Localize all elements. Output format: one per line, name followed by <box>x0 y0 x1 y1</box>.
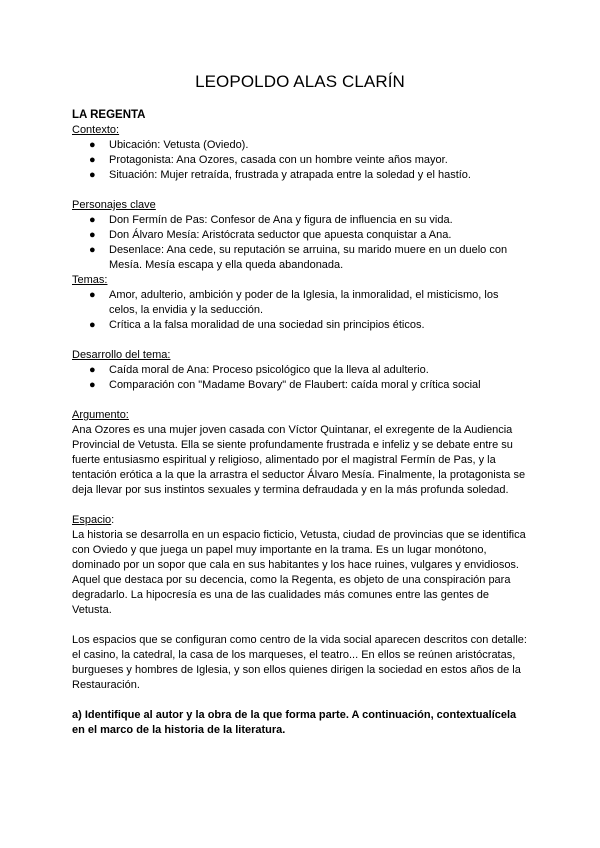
espacio-text-2: Los espacios que se configuran como centro de la vida social aparecen descritos con detalle: el casino, la catedral, la casa de los marqueses, el teatro... En ellos se reúnen aristócratas, burgueses y hombres de Iglesia, y son ellos quienes dirigen la sociedad en estos años de la Restauración. <box>72 634 527 691</box>
list-item: ● Desenlace: Ana cede, su reputación se arruina, su marido muere en un duelo con Mesía. Mesía escapa y ella queda abandonada. <box>89 244 508 271</box>
document-title: LEOPOLDO ALAS CLARÍN <box>195 72 405 91</box>
list-item: ● Crítica a la falsa moralidad de una sociedad sin principios éticos. <box>89 319 425 331</box>
espacio-heading: Espacio <box>72 514 112 526</box>
bullet-icon: ● <box>89 364 96 376</box>
contexto-list <box>72 138 527 183</box>
list-item: ● Caída moral de Ana: Proceso psicológico que la lleva al adulterio. <box>89 364 429 376</box>
list-item: ● Don Álvaro Mesía: Aristócrata seductor que apuesta conquistar a Ana. <box>89 229 452 241</box>
list-item: ● Situación: Mujer retraída, frustrada y atrapada entre la soledad y el hastío. <box>89 169 471 181</box>
argumento-text: Ana Ozores es una mujer joven casada con Víctor Quintanar, el exregente de la Audiencia Provincial de Vetusta. Ella se siente profundamente frustrada e infeliz y se debate entre su fuerte entusiasmo espiritual y religioso, alimentado por el magistral Fermín de Pas, y la tentación erótica a la que la arrastra el seductor Álvaro Mesía. Finalmente, la protagonista se deja llevar por sus instintos sexuales y termina defraudada y en la más profunda soledad. <box>72 424 526 496</box>
temas-list <box>72 288 527 333</box>
bullet-icon: ● <box>89 289 96 301</box>
bullet-icon: ● <box>89 319 96 331</box>
bullet-icon: ● <box>89 214 96 226</box>
bullet-icon: ● <box>89 229 96 241</box>
personajes-list <box>72 213 527 273</box>
bullet-icon: ● <box>89 154 96 166</box>
desarrollo-list <box>72 363 527 393</box>
work-title: LA REGENTA <box>72 109 146 121</box>
bullet-icon: ● <box>89 169 96 181</box>
list-item: ● Don Fermín de Pas: Confesor de Ana y figura de influencia en su vida. <box>89 214 453 226</box>
espacio-heading-line <box>72 513 527 528</box>
list-item: ● Protagonista: Ana Ozores, casada con un hombre veinte años mayor. <box>89 154 448 166</box>
desarrollo-heading: Desarrollo del tema: <box>72 349 171 361</box>
personajes-heading: Personajes clave <box>72 199 156 211</box>
list-item: ● Amor, adulterio, ambición y poder de la Iglesia, la inmoralidad, el misticismo, los celos, la envidia y la seducción. <box>89 289 499 316</box>
list-item: ● Ubicación: Vetusta (Oviedo). <box>89 139 249 151</box>
bullet-icon: ● <box>89 379 96 391</box>
question-a: a) Identifique al autor y la obra de la que forma parte. A continuación, contextualícela en el marco de la historia de la literatura. <box>72 709 517 736</box>
bullet-icon: ● <box>89 244 96 256</box>
list-item: ● Comparación con "Madame Bovary" de Flaubert: caída moral y crítica social <box>89 379 481 391</box>
espacio-text-1: La historia se desarrolla en un espacio ficticio, Vetusta, ciudad de provincias que se identifica con Oviedo y que juega un papel muy importante en la trama. Es un lugar monótono, dominado por un sopor que cala en sus habitantes y los hace ruines, vulgares y envidiosos. Aquel que destaca por su decencia, como la Regenta, es objeto de una conspiración para degradarlo. La hipocresía es una de las cualidades más comunes entre las gentes de Vetusta. <box>72 529 526 616</box>
document-body <box>72 108 527 738</box>
contexto-heading: Contexto: <box>72 124 120 136</box>
espacio-heading-suffix: : <box>111 514 115 526</box>
temas-heading: Temas: <box>72 274 108 286</box>
bullet-icon: ● <box>89 139 96 151</box>
argumento-heading: Argumento: <box>72 409 129 421</box>
